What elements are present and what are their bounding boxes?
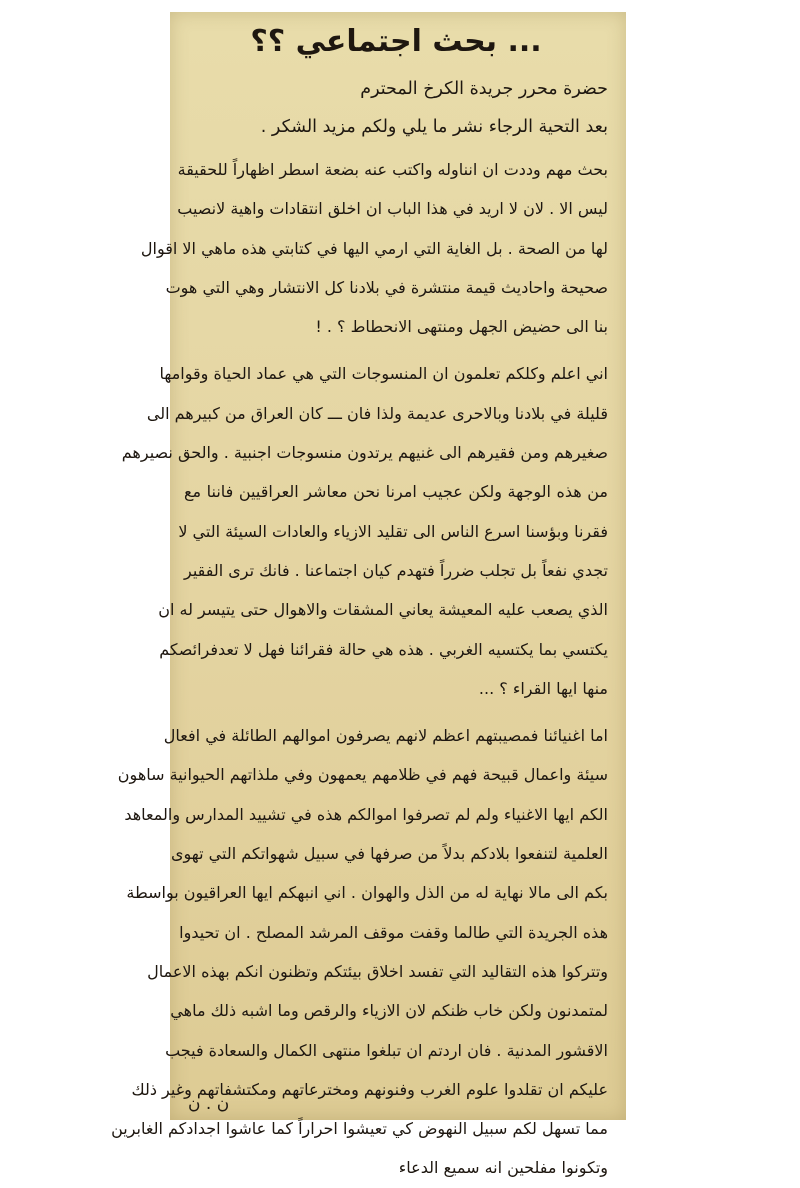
text-line: من هذه الوجهة ولكن عجيب امرنا نحن معاشر العراقيين فاننا مع	[184, 482, 608, 502]
article-title: ... بحث اجتماعي ؟؟	[250, 24, 542, 59]
text-line: وتكونوا مفلحين انه سميع الدعاء	[398, 1158, 608, 1178]
text-line: ليس الا . لان لا اريد في هذا الباب ان اخلق انتقادات واهية لانصيب	[177, 199, 608, 219]
text-line: تجدي نفعاً بل تجلب ضرراً فتهدم كيان اجتماعنا . فانك ترى الفقير	[183, 560, 608, 580]
text-line: عليكم ان تقلدوا علوم الغرب وفنونهم ومخترعاتهم ومكتشفاتهم وغير ذلك	[131, 1079, 608, 1099]
text-line: بكم الى مالا نهاية له من الذل والهوان . اني انبهكم ايها العراقيون بواسطة	[126, 883, 608, 903]
text-line: بحث مهم وددت ان انناوله واكتب عنه بضعة اسطر اظهاراً للحقيقة	[177, 160, 608, 179]
text-line: منها ايها القراء ؟ ...	[478, 678, 608, 698]
text-line: صغيرهم ومن فقيرهم الى غنيهم يرتدون منسوجات اجنبية . والحق نصيرهم	[121, 443, 608, 463]
paragraph-2	[121, 354, 608, 708]
text-line: قليلة في بلادنا وبالاحرى عديمة ولذا فان ـــ كان العراق من كبيرهم الى	[146, 403, 608, 423]
text-line: اني اعلم وكلكم تعلمون ان المنسوجات التي هي عماد الحياة وقوامها	[159, 364, 608, 384]
text-line: العلمية لتنفعوا بلادكم بدلاً من صرفها في سبيل شهواتكم التي تهوى	[170, 844, 608, 864]
text-line: الكم ايها الاغنياء ولم لم تصرفوا اموالكم هذه في تشييد المدارس والمعاهد	[124, 804, 608, 824]
text-line: لمتمدنون ولكن خاب ظنكم لان الازياء والرقص وما اشبه ذلك ماهي	[170, 1001, 608, 1021]
text-line: اما اغنيائنا فمصيبتهم اعظم لانهم يصرفون اموالهم الطائلة في افعال	[163, 726, 608, 746]
greeting-line: بعد التحية الرجاء نشر ما يلي ولكم مزيد الشكر .	[260, 117, 608, 137]
text-line: صحيحة واحاديث قيمة منتشرة في بلادنا كل الانتشار وهي التي هوت	[165, 277, 608, 297]
text-line: لها من الصحة . بل الغاية التي ارمي اليها في كتابتي هذه ماهي الا اقوال	[140, 238, 608, 258]
text-line: يكتسي بما يكتسيه الغربي . هذه هي حالة فقرائنا فهل لا تعدفرائصكم	[159, 639, 608, 659]
text-line: بنا الى حضيض الجهل ومنتهى الانحطاط ؟ . !	[315, 317, 608, 337]
text-line: الاقشور المدنية . فان اردتم ان تبلغوا منتهى الكمال والسعادة فيجب	[165, 1040, 608, 1060]
text-line: هذه الجريدة التي طالما وقفت موقف المرشد المصلح . ان تحيدوا	[179, 922, 608, 942]
salutation-line: حضرة محرر جريدة الكرخ المحترم	[360, 79, 608, 99]
text-line: فقرنا وبؤسنا اسرع الناس الى تقليد الازياء والعادات السيئة التي لا	[178, 521, 608, 541]
author-signature: ن . ن	[188, 1094, 230, 1114]
paragraph-3	[111, 716, 608, 1188]
text-line: سيئة واعمال قبيحة فهم في ظلامهم يعمهون وفي ملذاتهم الحيوانية ساهون	[117, 765, 608, 785]
text-line: الذي يصعب عليه المعيشة يعاني المشقات والاهوال حتى يتيسر له ان	[158, 600, 608, 620]
text-line: وتتركوا هذه التقاليد التي تفسد اخلاق بيئتكم وتظنون انكم بهذه الاعمال	[147, 961, 608, 981]
newspaper-clipping	[111, 12, 626, 1178]
text-line: مما تسهل لكم سبيل النهوض كي تعيشوا احراراً كما عاشوا اجدادكم الغابرين	[111, 1119, 608, 1139]
paragraph-1	[140, 150, 608, 346]
